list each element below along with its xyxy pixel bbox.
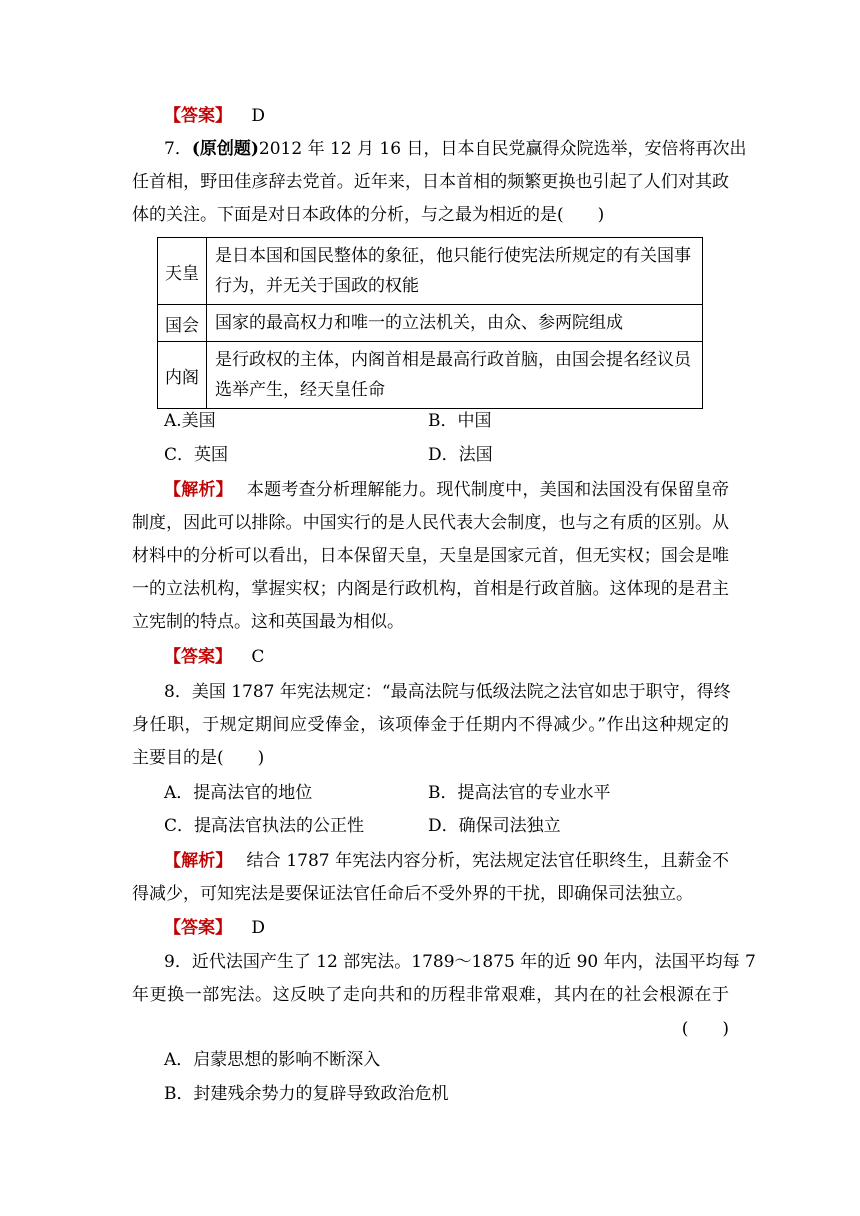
japan-polity-table (157, 237, 703, 409)
q7-option-b: B．中国 (428, 411, 492, 431)
table-value: 是日本国和国民整体的象征，他只能行使宪法所规定的有关国事行为，并无关于国政的权能 (207, 238, 703, 305)
q7-analysis-1 (164, 479, 729, 501)
table-row (158, 305, 703, 342)
q9-line-1 (164, 951, 756, 973)
q8-answer-line (164, 917, 265, 939)
q8-analysis-2 (132, 883, 693, 905)
q8-line-2 (132, 714, 729, 736)
q8-line-3 (132, 747, 264, 769)
q9-option-b: B．封建残余势力的复辟导致政治危机 (164, 1084, 449, 1104)
q7-text-1: 2012 年 12 月 16 日，日本自民党赢得众院选举，安倍将再次出 (258, 139, 747, 159)
q8-analysis-text-1: 结合 1787 年宪法内容分析，宪法规定法官任职终生，且薪金不 (246, 851, 730, 871)
table-key: 国会 (158, 305, 207, 342)
q7-line-2 (132, 171, 729, 193)
q7-line-1 (164, 138, 747, 160)
q7-analysis-2 (132, 512, 729, 534)
q7-analysis-text-4: 一的立法机构，掌握实权；内阁是行政机构，首相是行政首脑。这体现的是君主 (132, 579, 729, 599)
analysis-label: 【解析】 (164, 480, 233, 500)
table-key: 天皇 (158, 238, 207, 305)
q7-analysis-4 (132, 578, 729, 600)
table-row (158, 238, 703, 305)
q7-option-c: C．英国 (164, 445, 229, 465)
q9-paren (682, 1018, 729, 1040)
q8-answer: D (251, 918, 266, 938)
table-row (158, 342, 703, 409)
q7-line-3 (132, 204, 604, 226)
q8-option-d: D．确保司法独立 (428, 816, 561, 836)
analysis-label: 【解析】 (164, 851, 233, 871)
q7-analysis-text-3: 材料中的分析可以看出，日本保留天皇，天皇是国家元首，但无实权；国会是唯 (132, 546, 729, 566)
q9-line-2 (132, 984, 729, 1006)
q7-number: 7． (164, 139, 192, 159)
q7-analysis-5 (132, 611, 404, 633)
q8-option-a: A．提高法官的地位 (164, 783, 313, 803)
q8-text-1: 8．美国 1787 年宪法规定：“最高法院与低级法院之法官如忠于职守，得终 (164, 682, 731, 702)
q8-text-3: 主要目的是( ) (132, 748, 265, 768)
q7-analysis-text-2: 制度，因此可以排除。中国实行的是人民代表大会制度，也与之有质的区别。从 (132, 513, 729, 533)
q7-answer: C (251, 647, 265, 667)
answer-label: 【答案】 (164, 647, 232, 667)
q7-option-a: A.美国 (164, 411, 216, 431)
q8-line-1 (164, 681, 729, 703)
answer-line (164, 105, 265, 127)
table-key: 内阁 (158, 342, 207, 409)
q7-analysis-text-5: 立宪制的特点。这和英国最为相似。 (132, 612, 404, 632)
table-value: 国家的最高权力和唯一的立法机关，由众、参两院组成 (207, 305, 703, 342)
q7-text-2: 任首相，野田佳彦辞去党首。近年来，日本首相的频繁更换也引起了人们对其政 (132, 172, 729, 192)
q9-option-a: A．启蒙思想的影响不断深入 (164, 1050, 381, 1070)
q9-paren-text: ( ) (681, 1019, 729, 1039)
answer-label: 【答案】 (164, 106, 232, 126)
q7-answer-line (164, 646, 264, 668)
answer-value: D (251, 106, 266, 126)
q7-option-d: D．法国 (428, 445, 493, 465)
q8-analysis-1 (164, 850, 729, 872)
answer-label: 【答案】 (164, 918, 232, 938)
q9-text-1: 9．近代法国产生了 12 部宪法。1789～1875 年的近 90 年内，法国平均每 7 (164, 952, 756, 972)
q7-analysis-3 (132, 545, 729, 567)
table-value: 是行政权的主体，内阁首相是最高行政首脑，由国会提名经议员选举产生，经天皇任命 (207, 342, 703, 409)
q8-analysis-text-2: 得减少，可知宪法是要保证法官任命后不受外界的干扰，即确保司法独立。 (132, 884, 693, 904)
q9-text-2: 年更换一部宪法。这反映了走向共和的历程非常艰难，其内在的社会根源在于 (132, 985, 729, 1005)
q8-option-c: C．提高法官执法的公正性 (164, 816, 365, 836)
q7-tag: (原创题) (191, 139, 259, 159)
q7-analysis-text-1: 本题考查分析理解能力。现代制度中，美国和法国没有保留皇帝 (246, 480, 730, 500)
q8-option-b: B．提高法官的专业水平 (428, 783, 611, 803)
q8-text-2: 身任职，于规定期间应受俸金，该项俸金于任期内不得减少。”作出这种规定的 (132, 715, 729, 735)
q7-text-3: 体的关注。下面是对日本政体的分析，与之最为相近的是( ) (132, 205, 605, 225)
